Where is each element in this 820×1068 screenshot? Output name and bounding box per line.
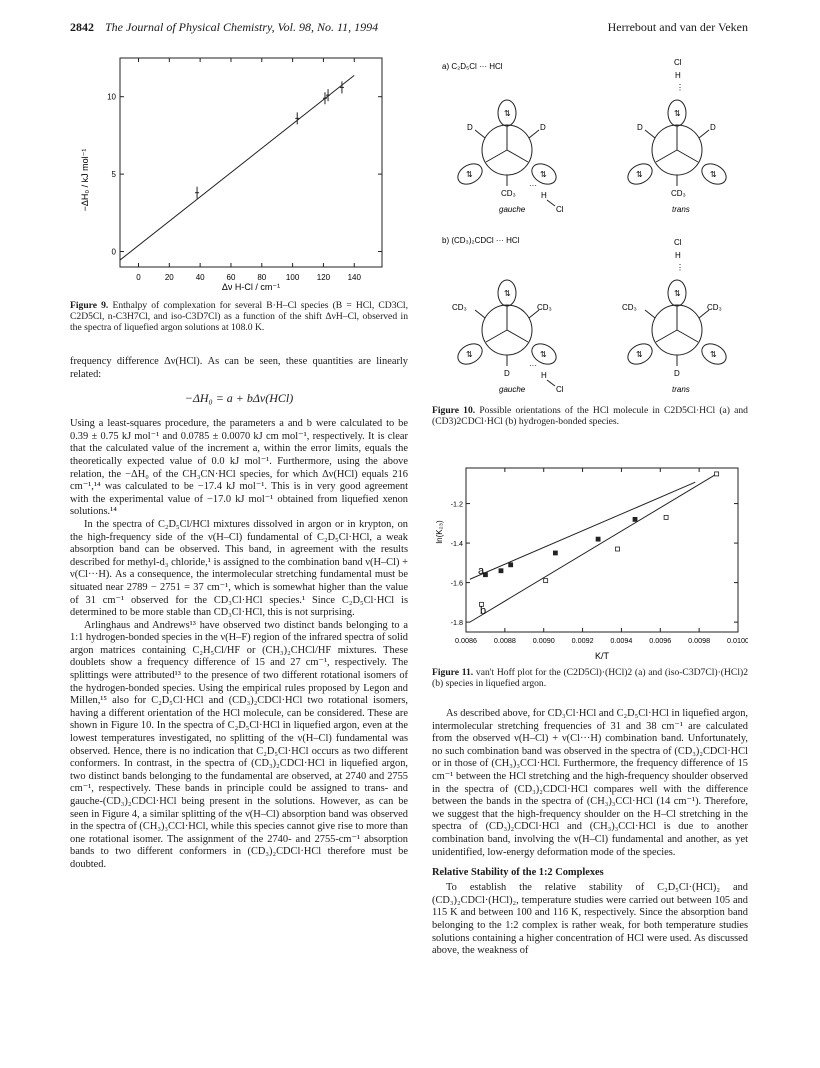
y-tick-label: -1.2: [450, 499, 463, 509]
svg-text:H: H: [541, 191, 547, 200]
series-b-point: [715, 472, 719, 476]
x-tick-label: 40: [195, 273, 205, 282]
figure-10-newman-projections: [432, 55, 748, 400]
y-tick-label: -1.6: [450, 578, 463, 588]
paragraph: As described above, for CD₃Cl·HCl and C₂D₅Cl·HCl in liquefied argon, intermolecular stretching frequencies of 31 and 38 cm⁻¹ are calculated from the observed ν(H–Cl) + ν(Cl···H) combination band. Unfortunately, no such combination band was observed in the spectra of (CD₃)₂CDCl·HCl or in those of (CH₃)₃CCl·HCl. Furthermore, the frequency difference of 15 cm⁻¹ between the HCl stretching and the high-frequency shoulder observed in the spectra of (CD₃)₂CDCl·HCl compares well with the difference between the bands in the spectra of (CH₃)₃CCl·HCl (14 cm⁻¹). Therefore, we suggest that the high-frequency shoulder on the H–Cl stretching in the spectra of (CD₃)₂CDCl·HCl and (CH₃)₃CCl·HCl is due to another combination band, involving the ν(H–Cl) fundamental and another, as yet unidentified, low-energy deformation mode of the species.: [432, 708, 748, 858]
series-b-point: [664, 515, 668, 519]
svg-text:⇅: ⇅: [504, 109, 511, 118]
svg-text:Cl: Cl: [556, 205, 564, 214]
x-tick-label: 0.0094: [610, 636, 633, 645]
x-tick-label: 0: [136, 273, 141, 282]
svg-text:CD₃: CD₃: [537, 303, 552, 312]
x-tick-label: 20: [164, 273, 174, 282]
svg-text:D: D: [637, 123, 643, 132]
svg-text:D: D: [710, 123, 716, 132]
x-tick-label: 60: [226, 273, 236, 282]
caption-text: Possible orientations of the HCl molecule in C2D5Cl·HCl (a) and (CD3)2CDCl·HCl (b) hydrogen-bonded species.: [432, 405, 748, 428]
svg-text:CD₃: CD₃: [501, 189, 516, 198]
svg-text:⇅: ⇅: [710, 350, 717, 359]
x-tick-label: 120: [316, 273, 331, 282]
svg-text:⇅: ⇅: [674, 289, 681, 298]
figure-11-chart: [432, 462, 748, 662]
svg-text:Cl: Cl: [674, 58, 682, 67]
figure-11: [432, 462, 748, 689]
series-a-fit-line: [470, 482, 695, 579]
plot-frame: [120, 58, 382, 267]
svg-text:trans: trans: [672, 205, 690, 214]
x-tick-label: 0.0096: [649, 636, 672, 645]
figure-10: [432, 55, 748, 427]
panel-b-label: b) (CD₃)₂CDCl ··· HCl: [442, 236, 520, 245]
y-axis-title: −ΔH₀ / kJ mol⁻¹: [80, 148, 90, 212]
svg-text:⇅: ⇅: [540, 170, 547, 179]
paragraph: Arlinghaus and Andrews¹³ have observed two distinct bands belonging to a 1:1 hydrogen-bonded species in the ν(H–F) region of the infrared spectra of solid argon matrices containing C₂H₅Cl/HF or (CH₃)₂CHCl/HF mixtures. These doublets show a frequency difference of 15 and 27 cm⁻¹, respectively. The splittings were attributed¹³ to the presence of two different rotational isomers of the hydrogen-bonded species. Using the empirical rules proposed by Legon and Millen,¹⁵ also for C₂D₅Cl·HCl and (CD₃)₂CDCl·HCl two rotational isomers, having a different orientation of the HCl molecule, can be considered. These are shown in Figure 10. In the spectra of C₂D₅Cl·HCl in liquefied argon, even at the lowest temperatures investigated, no splitting of the ν(H–Cl) fundamental was observed. Hence, there is no indication that C₂D₅Cl·HCl occurs as two different conformers. In contrast, in the spectra of (CD₃)₂CDCl·HCl in liquefied argon, two distinct bands belonging to the fundamental are observed, at 2740 and 2755 cm⁻¹, respectively. These bands in principle could be assigned to trans- and gauche-(CD₃)₂CDCl·HCl being present in the solutions. However, as can be seen in Figure 4, a similar splitting of the ν(H–Cl) absorption band was observed in the spectra of (CH₃)₃CCl·HCl, while this species cannot give rise to more than one rotational isomer. The assignment of the 2740- and 2755-cm⁻¹ absorption bands to two different conformers in (CD₃)₂CDCl·HCl therefore must be doubted.: [70, 619, 408, 870]
newman-a-gauche: [454, 100, 564, 214]
caption-text: van't Hoff plot for the (C2D5Cl)·(HCl)2 (a) and (iso-C3D7Cl)·(HCl)2 (b) species in liquefied argon.: [432, 667, 748, 690]
right-body: [432, 708, 748, 958]
series-b-fit-line: [470, 474, 717, 622]
page-header: [70, 20, 748, 38]
svg-text:gauche: gauche: [499, 385, 526, 394]
x-tick-label: 0.0086: [455, 636, 477, 645]
svg-text:⋮: ⋮: [676, 83, 684, 92]
svg-text:gauche: gauche: [499, 205, 526, 214]
y-tick-label: 10: [107, 92, 116, 102]
paragraph: To establish the relative stability of C₂D₅Cl·(HCl)₂ and (CD₃)₂CDCl·(HCl)₂, temperature studies were carried out between 105 and 115 K and between 100 and 116 K, respectively. Since the absorption band belonging to the 1:2 complex is rather weak, for both temperature studies solutions containing a higher concentration of HCl were used. As discussed above, the weakness of: [432, 882, 748, 957]
panel-a-label: a) C₂D₅Cl ··· HCl: [442, 62, 503, 71]
x-tick-label: 0.0092: [571, 636, 594, 645]
series-a-point: [633, 517, 637, 521]
x-tick-label: 0.0090: [532, 636, 555, 645]
svg-text:Cl: Cl: [674, 238, 682, 247]
svg-text:H: H: [541, 371, 547, 380]
x-tick-label: 80: [257, 273, 267, 282]
x-tick-label: 0.0088: [493, 636, 516, 645]
section-heading: Relative Stability of the 1:2 Complexes: [432, 867, 604, 879]
svg-text:⋮: ⋮: [676, 263, 684, 272]
y-tick-label: -1.4: [450, 539, 463, 549]
caption-label: Figure 9.: [70, 300, 109, 311]
paragraph: In the spectra of C₂D₅Cl/HCl mixtures dissolved in argon or in krypton, on the high-frequency side of the ν(H–Cl) fundamental of C₂D₅Cl·HCl, a weak absorption band can be observed. This band, in agreement with the results described for methyl-d₃ chloride,¹ is assigned to the combination band ν(H–Cl) + ν(Cl···H). As a consequence, the intermolecular stretching fundamental must be situated near 2789 − 2751 = 37 cm⁻¹, which is somewhat higher than the value of 31 cm⁻¹ observed for the CD₃Cl·HCl species.¹ Since C₂D₅Cl·HCl is determined to be more stable than CD₃Cl·HCl, this is not surprising.: [70, 518, 408, 619]
svg-text:D: D: [504, 369, 510, 378]
svg-text:⇅: ⇅: [710, 170, 717, 179]
series-b-label: b: [480, 605, 487, 617]
series-a-point: [596, 537, 600, 541]
newman-b-gauche: [452, 280, 564, 394]
svg-text:Cl: Cl: [556, 385, 564, 394]
journal-title: The Journal of Physical Chemistry, Vol. 98, No. 11, 1994: [105, 20, 379, 34]
figure-9: [70, 50, 408, 334]
newman-b-trans: [622, 238, 730, 394]
series-a-label: a: [478, 565, 485, 577]
svg-text:⇅: ⇅: [674, 109, 681, 118]
equation: −ΔH₀ = a + bΔν(HCl): [184, 391, 294, 406]
y-tick-label: -1.8: [450, 618, 463, 628]
caption-label: Figure 11.: [432, 667, 474, 678]
x-tick-label: 100: [285, 273, 300, 282]
svg-text:⇅: ⇅: [636, 170, 643, 179]
svg-text:⇅: ⇅: [540, 350, 547, 359]
svg-text:H: H: [675, 251, 681, 260]
y-tick-label: 0: [111, 247, 116, 257]
fit-line: [120, 75, 354, 260]
caption-label: Figure 10.: [432, 405, 476, 416]
figure-10-caption: [432, 405, 748, 427]
series-b-point: [544, 579, 548, 583]
svg-text:D: D: [467, 123, 473, 132]
figure-9-chart: [70, 50, 408, 295]
paragraph: Using a least-squares procedure, the parameters a and b were calculated to be 0.39 ± 0.75 kJ mol⁻¹ and 0.0785 ± 0.0070 kJ cm mol⁻¹, respectively. It is clear that the calculated value of the increment a, within the error limits, equals the theoretically expected value of 0.0 kJ mol⁻¹. Furthermore, using the above relation, the −ΔH₀ of the CH₃CN·HCl species, for which Δν(HCl) equals 216 cm⁻¹,¹⁴ was calculated to be −17.4 kJ mol⁻¹. This is in very good agreement with the experimental value of −17.0 kJ mol⁻¹ obtained from liquefied xenon solutions.¹⁴: [70, 418, 408, 518]
svg-text:trans: trans: [672, 385, 690, 394]
x-axis-title: Δν H-Cl / cm⁻¹: [221, 282, 281, 292]
running-authors: Herrebout and van der Veken: [607, 20, 748, 34]
page-number: 2842: [70, 20, 94, 34]
caption-text: Enthalpy of complexation for several B·H–Cl species (B = HCl, CD3Cl, C2D5Cl, n-C3H7Cl, and iso-C3D7Cl) as a function of the shift ΔνH–Cl, observed in the spectra of liquefied argon solutions at 108.0 K.: [70, 300, 408, 334]
series-a-point: [499, 569, 503, 573]
figure-9-caption: [70, 300, 408, 334]
figure-11-caption: [432, 667, 748, 689]
series-a-point: [553, 551, 557, 555]
svg-text:⇅: ⇅: [504, 289, 511, 298]
svg-text:···: ···: [529, 361, 537, 370]
series-a-point: [509, 563, 513, 567]
svg-text:H: H: [675, 71, 681, 80]
svg-text:D: D: [540, 123, 546, 132]
svg-text:···: ···: [529, 181, 537, 190]
svg-text:CD₃: CD₃: [707, 303, 722, 312]
svg-text:D: D: [674, 369, 680, 378]
x-tick-label: 140: [347, 273, 361, 282]
svg-text:CD₃: CD₃: [452, 303, 467, 312]
svg-text:⇅: ⇅: [466, 170, 473, 179]
svg-text:⇅: ⇅: [636, 350, 643, 359]
x-tick-label: 0.0100: [727, 636, 748, 645]
svg-text:CD₃: CD₃: [622, 303, 637, 312]
x-axis-title: K/T: [594, 651, 610, 661]
y-tick-label: 5: [111, 170, 116, 180]
newman-a-trans: [624, 58, 730, 214]
svg-text:CD₃: CD₃: [671, 189, 686, 198]
plot-frame: [466, 468, 738, 632]
y-axis-title: ln(K₂₃): [435, 520, 444, 544]
series-b-point: [616, 547, 620, 551]
left-body: [70, 356, 408, 872]
x-tick-label: 0.0098: [688, 636, 711, 645]
svg-text:⇅: ⇅: [466, 350, 473, 359]
paragraph: frequency difference Δν(HCl). As can be seen, these quantities are linearly related:: [70, 356, 408, 380]
